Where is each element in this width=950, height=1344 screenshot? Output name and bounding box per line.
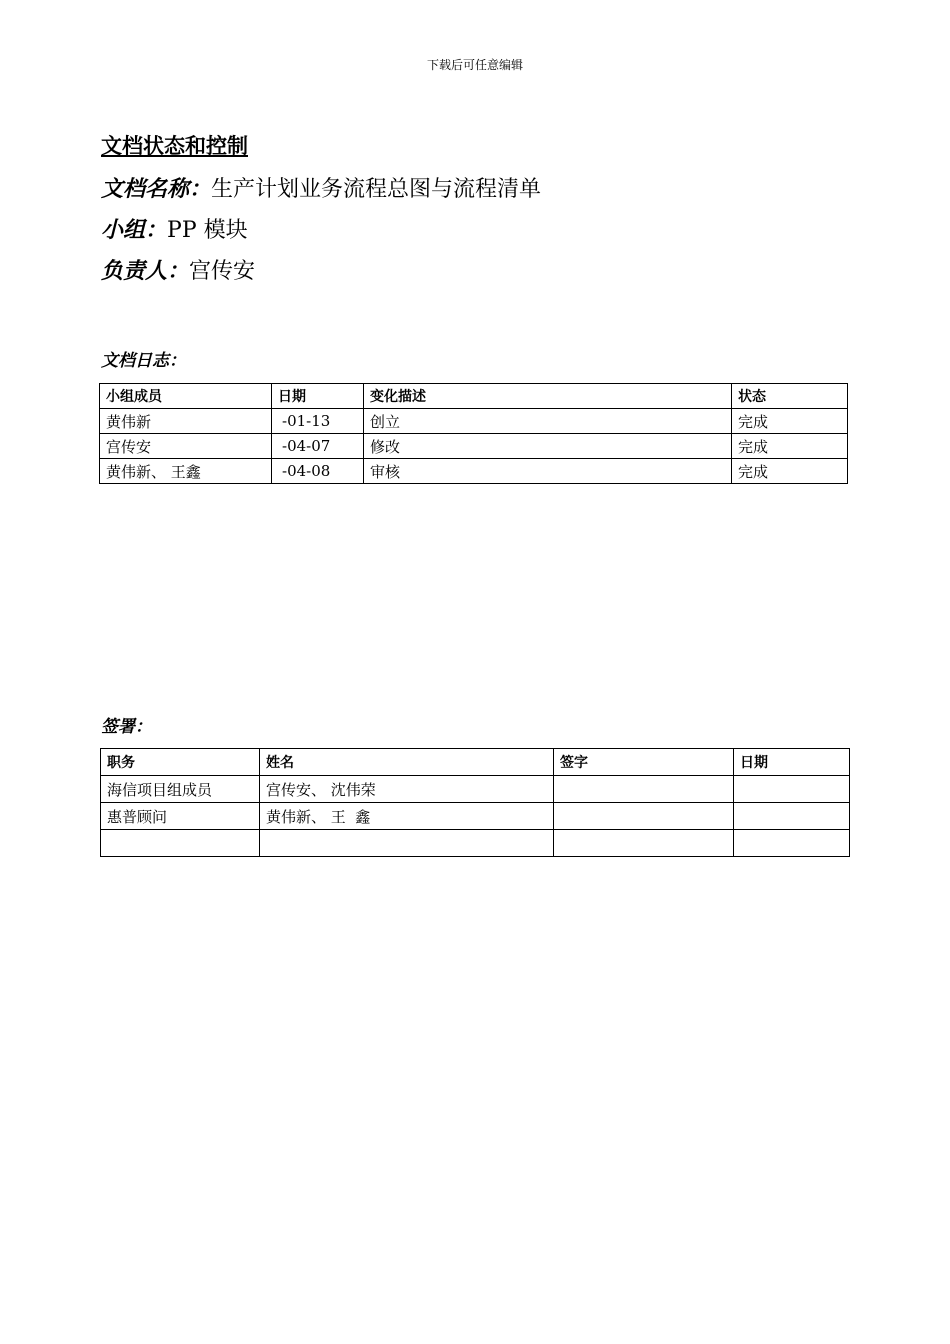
signature-cell[interactable] <box>554 776 734 803</box>
table-row <box>100 459 848 484</box>
column-header: 变化描述 <box>364 384 732 409</box>
table-cell: 海信项目组成员 <box>101 776 260 803</box>
column-header: 职务 <box>101 749 260 776</box>
table-cell: -04-07 <box>272 434 364 459</box>
table-cell: 完成 <box>732 409 848 434</box>
column-header: 日期 <box>272 384 364 409</box>
table-cell: 修改 <box>364 434 732 459</box>
table-cell: 黄伟新、 王 鑫 <box>260 803 554 830</box>
table-cell: 完成 <box>732 434 848 459</box>
column-header: 小组成员 <box>100 384 272 409</box>
page-title: 文档状态和控制 <box>101 134 248 158</box>
table-row <box>100 434 848 459</box>
table-header-row <box>101 749 850 776</box>
date-cell[interactable] <box>734 776 850 803</box>
table-cell: 完成 <box>732 459 848 484</box>
table-cell[interactable] <box>101 830 260 857</box>
column-header: 状态 <box>732 384 848 409</box>
doc-name-line <box>101 172 541 203</box>
table-cell: 黄伟新、 王鑫 <box>100 459 272 484</box>
doc-name-value: 生产计划业务流程总图与流程清单 <box>211 177 542 202</box>
table-row <box>101 803 850 830</box>
owner-line <box>101 254 255 285</box>
group-label: 小组： <box>101 218 168 243</box>
column-header: 签字 <box>554 749 734 776</box>
table-cell: -04-08 <box>272 459 364 484</box>
group-line <box>101 213 248 244</box>
table-cell: -01-13 <box>272 409 364 434</box>
doc-name-label: 文档名称： <box>101 177 212 202</box>
table-cell: 审核 <box>364 459 732 484</box>
owner-value: 宫传安 <box>189 259 256 284</box>
table-cell: 宫传安、 沈伟荣 <box>260 776 554 803</box>
owner-label: 负责人： <box>101 259 190 284</box>
signature-cell[interactable] <box>554 803 734 830</box>
table-cell: 惠普顾问 <box>101 803 260 830</box>
document-log-table <box>99 383 848 484</box>
table-cell: 创立 <box>364 409 732 434</box>
download-note: 下载后可任意编辑 <box>426 58 523 72</box>
table-cell: 宫传安 <box>100 434 272 459</box>
log-title: 文档日志： <box>101 351 186 371</box>
date-cell[interactable] <box>734 803 850 830</box>
table-cell[interactable] <box>260 830 554 857</box>
table-row <box>101 776 850 803</box>
table-row <box>100 409 848 434</box>
table-row <box>101 830 850 857</box>
group-value: PP 模块 <box>167 218 248 243</box>
signature-title: 签署： <box>101 717 152 737</box>
column-header: 姓名 <box>260 749 554 776</box>
date-cell[interactable] <box>734 830 850 857</box>
column-header: 日期 <box>734 749 850 776</box>
table-header-row <box>100 384 848 409</box>
signature-cell[interactable] <box>554 830 734 857</box>
table-cell: 黄伟新 <box>100 409 272 434</box>
signature-table <box>100 748 850 857</box>
